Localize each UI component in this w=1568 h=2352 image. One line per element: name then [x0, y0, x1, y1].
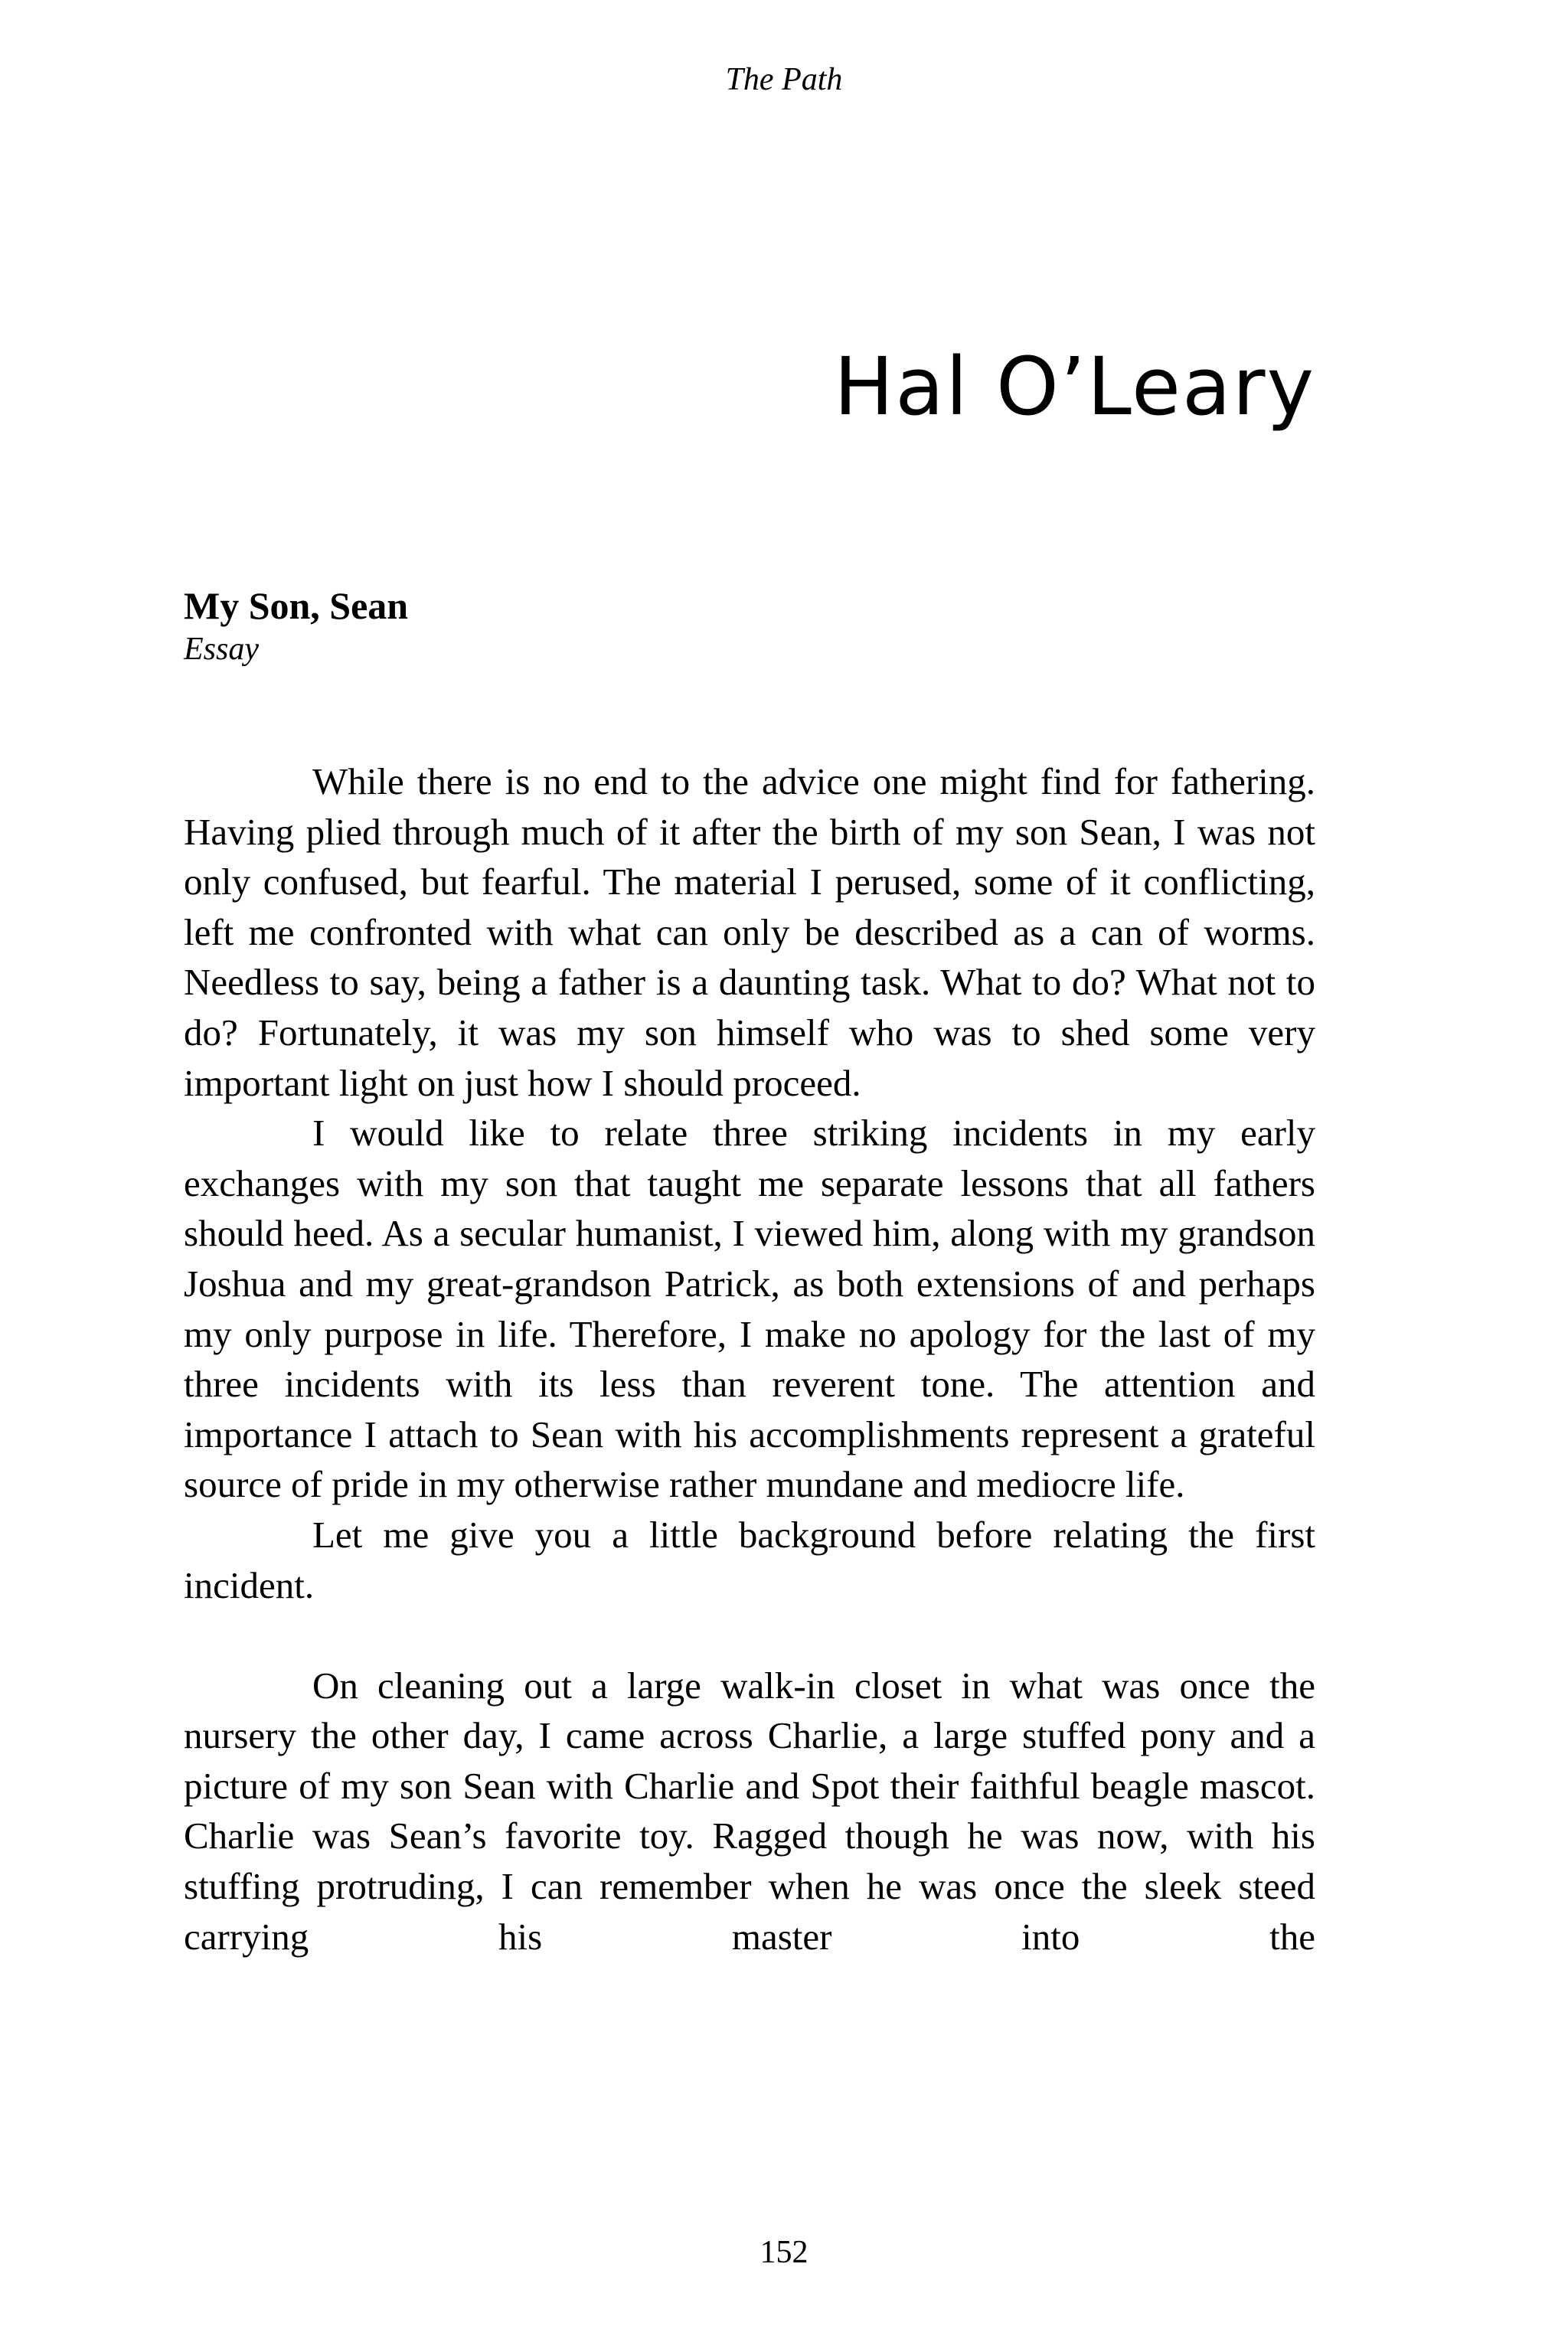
essay-genre: Essay [184, 632, 259, 667]
essay-title: My Son, Sean [184, 584, 409, 627]
essay-body [184, 756, 1315, 1962]
body-paragraph: Let me give you a little background before relating the first incident. [184, 1513, 1315, 1606]
essay-title-block [184, 582, 408, 669]
running-head: The Path [725, 62, 843, 97]
body-paragraph: While there is no end to the advice one might find for fathering. Having plied through much of it after the birth of my son Sean, I was not only confused, but fearful. The material I perused, some of it conflicting, left me confronted with what can only be described as a can of worms. Needless to say, being a father is a daunting task. What to do? What not to do? Fortunately, it was my son himself who was to shed some very important light on just how I should proceed. [184, 760, 1315, 1104]
page-number: 152 [760, 2235, 808, 2270]
author-name: Hal O’Leary [834, 340, 1315, 433]
body-paragraph: On cleaning out a large walk-in closet in what was once the nursery the other day, I came across Charlie, a large stuffed pony and a picture of my son Sean with Charlie and Spot their faithful beagle mascot. Charlie was Sean’s favorite toy. Ragged though he was now, with his stuffing protruding, I can remember when he was once the sleek steed carrying his master into the [184, 1664, 1315, 1958]
body-paragraph: I would like to relate three striking incidents in my early exchanges with my son that taught me separate lessons that all fathers should heed. As a secular humanist, I viewed him, along with my grandson Joshua and my great-grandson Patrick, as both extensions of and perhaps my only purpose in life. Therefore, I make no apology for the last of my three incidents with its less than reverent tone. The attention and importance I attach to Sean with his accomplishments represent a grateful source of pride in my otherwise rather mundane and mediocre life. [184, 1112, 1315, 1506]
